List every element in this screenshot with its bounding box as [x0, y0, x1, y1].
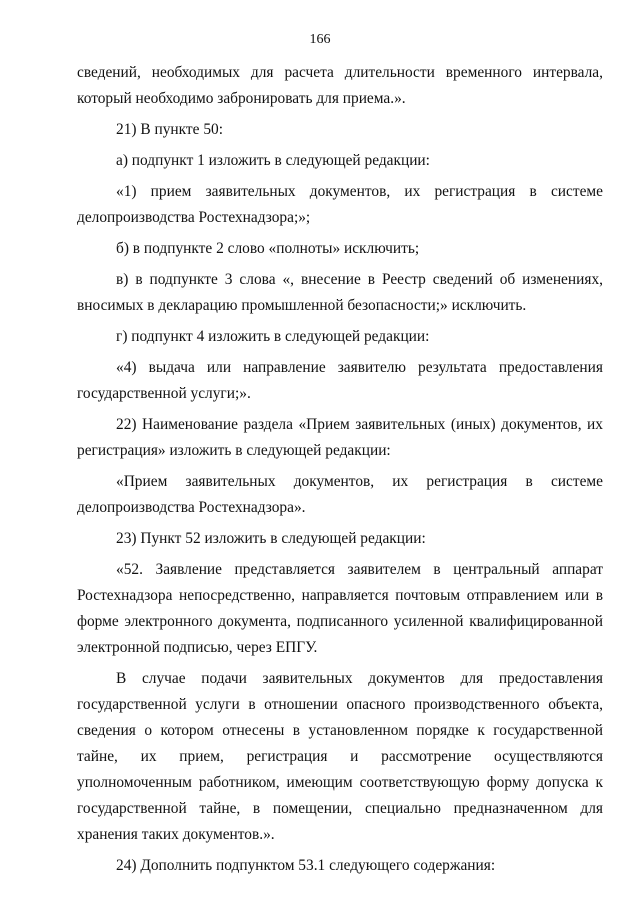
- paragraph-item-22: 22) Наименование раздела «Прием заявительных (иных) документов, их регистрация» изложить в следующей редакции:: [77, 416, 603, 459]
- document-body: [77, 60, 603, 884]
- paragraph-section-title-quote: «Прием заявительных документов, их регистрация в системе делопроизводства Ростехнадзора».: [77, 473, 603, 516]
- paragraph-continuation: сведений, необходимых для расчета длительности временного интервала, который необходимо забронировать для приема.».: [77, 64, 603, 107]
- paragraph-subitem-a: а) подпункт 1 изложить в следующей редакции:: [116, 152, 430, 169]
- paragraph-quote-52: «52. Заявление представляется заявителем в центральный аппарат Ростехнадзора непосредственно, направляется почтовым отправлением или в форме электронного документа, подписанного усиленной квалифицированной электронной подписью, через ЕПГУ.: [77, 561, 603, 656]
- paragraph-item-24: 24) Дополнить подпунктом 53.1 следующего содержания:: [116, 857, 496, 874]
- paragraph-state-secret: В случае подачи заявительных документов для предоставления государственной услуги в отношении опасного производственного объекта, сведения о котором отнесены в установленном порядке к государственной тайне, их прием, регистрация и рассмотрение осуществляются уполномоченным работником, имеющим соответствующую форму допуска к государственной тайне, в помещении, специально предназначенном для хранения таких документов.».: [77, 670, 603, 843]
- paragraph-item-21: 21) В пункте 50:: [116, 121, 223, 138]
- paragraph-subitem-b: б) в подпункте 2 слово «полноты» исключить;: [116, 240, 420, 257]
- paragraph-quote-4: «4) выдача или направление заявителю результата предоставления государственной услуги;».: [77, 359, 603, 402]
- paragraph-subitem-g: г) подпункт 4 изложить в следующей редакции:: [116, 328, 430, 345]
- paragraph-quote-1: «1) прием заявительных документов, их регистрация в системе делопроизводства Ростехнадзора;»;: [77, 183, 603, 226]
- paragraph-item-23: 23) Пункт 52 изложить в следующей редакции:: [116, 530, 426, 547]
- page-number: 166: [309, 32, 331, 47]
- paragraph-subitem-v: в) в подпункте 3 слова «, внесение в Реестр сведений об изменениях, вносимых в декларацию промышленной безопасности;» исключить.: [77, 271, 603, 314]
